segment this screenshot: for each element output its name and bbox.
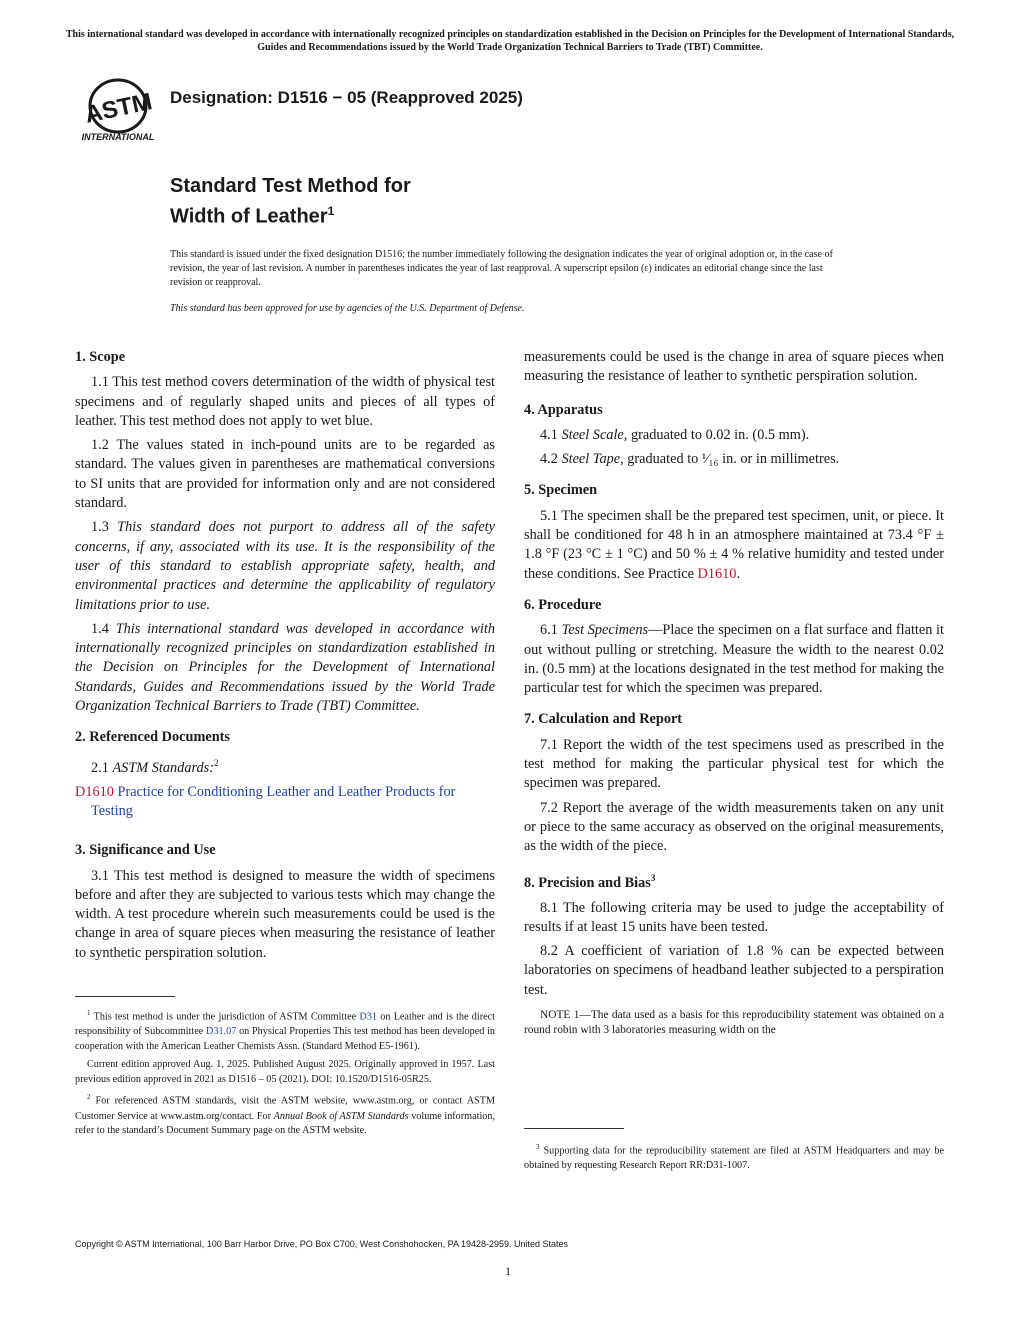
paragraph-3-1-continued: measurements could be used is the change in area of square pieces when measuring the resistance of leather to synthetic perspiration solution.	[524, 349, 944, 385]
paragraph-1-1: 1.1 This test method covers determination of the width of physical test specimens and of regularly shaped units and pieces of all types of leather. This test method does not apply to wet blue.	[75, 374, 495, 429]
footnote-1-edition: Current edition approved Aug. 1, 2025. Published August 2025. Originally approved in 1957. Last previous edition approved in 2021 as D1516 – 05 (2021). DOI: 10.1520/D1516-05R25.	[75, 1058, 495, 1085]
section-heading-specimen: 5. Specimen	[524, 482, 598, 499]
paragraph-6-1: 6.1 Test Specimens—Place the specimen on a flat surface and flatten it out without pulling or stretching. Measure the width to the nearest 0.02 in. (0.5 mm) at the locations designated in the test method for making the particular test for which the specimen was prepared.	[524, 622, 945, 697]
paragraph-1-2: 1.2 The values stated in inch-pound units are to be regarded as standard. The values given in parentheses are mathematical conversions to SI units that are provided for information only and are not considered standard.	[75, 437, 495, 512]
practice-d1610-link[interactable]: D1610	[697, 565, 737, 582]
footnotes-right	[524, 1140, 944, 1177]
left-column	[75, 348, 496, 961]
paragraph-1-3: 1.3 This standard does not purport to address all of the safety concerns, if any, associated with its use. It is the responsibility of the user of this standard to establish appropriate safety, health, and environmental practices and determine the applicability of regulatory limitations prior to use.	[75, 519, 495, 613]
section-heading-calculation: 7. Calculation and Report	[524, 711, 683, 728]
approved-statement: This standard has been approved for use by agencies of the U.S. Department of Defense.	[170, 303, 525, 314]
paragraph-3-1: 3.1 This test method is designed to measure the width of specimens before and after they are subjected to various tests which may change the width. A test procedure wherein such measurements could be used is the change in area of square pieces when measuring the resistance of leather to synthetic perspiration solution.	[75, 867, 495, 961]
copyright: Copyright © ASTM International, 100 Barr Harbor Drive, PO Box C700, West Conshohocken, PA 19428-2959. United States	[75, 1239, 569, 1249]
section-heading-apparatus: 4. Apparatus	[524, 401, 603, 418]
note-1: NOTE 1—The data used as a basis for this reproducibility statement was obtained on a round robin with 3 laboratories measuring width on the	[524, 1009, 944, 1037]
paragraph-7-2: 7.2 Report the average of the width measurements taken on any unit or piece to the same accuracy as observed on the original measurements, as the width of the piece.	[524, 799, 944, 855]
paragraph-7-1: 7.1 Report the width of the test specimens used as prescribed in the test method for making the particular physical test for which the specimen was prepared.	[524, 736, 944, 792]
svg-text:INTERNATIONAL: INTERNATIONAL	[81, 132, 155, 142]
paragraph-4-2: 4.2 Steel Tape, graduated to ¹⁄₁₆ in. or in millimetres.	[540, 451, 840, 468]
footnote-2: $^2$ For referenced ASTM standards, visit the ASTM website, www.astm.org, or contact ASTM Customer Service at www.astm.org/contact. For Annual Book of ASTM Standards volume information, refer to the standard’s Document Summary page on the ASTM website.	[75, 1093, 496, 1137]
footnote-3: $^3$ Supporting data for the reproducibility statement are filed at ASTM Headquarters and may be obtained by requesting Research Report RR:D31-1007.	[524, 1143, 944, 1172]
reference-title-link[interactable]: Practice for Conditioning Leather and Leather Products for Testing	[91, 783, 456, 819]
subcommittee-d31-07-link[interactable]: D31.07	[206, 1026, 237, 1038]
paragraph-5-1: 5.1 The specimen shall be the prepared test specimen, unit, or piece. It shall be conditioned for 48 h in an atmosphere maintained at 73.4 °F ± 1.8 °F (23 °C ± 1 °C) and 50 % ± 4 % relative humidity and tested under these conditions. See Practice D1610.	[524, 507, 944, 582]
paragraph-2-1: 2.1 ASTM Standards:$^2$	[91, 757, 219, 776]
paragraph-4-1: 4.1 Steel Scale, graduated to 0.02 in. (0.5 mm).	[540, 426, 810, 443]
section-heading-referenced: 2. Referenced Documents	[75, 729, 230, 746]
paragraph-1-4: 1.4 This international standard was developed in accordance with internationally recognized principles on standardization established in the Decision on Principles for the Development of International Standards, Guides and Recommendations issued by the World Trade Organization Technical Barriers to Trade (TBT) Committee.	[75, 620, 496, 715]
section-heading-precision: 8. Precision and Bias$^3$	[524, 872, 656, 891]
astm-logo	[72, 76, 164, 142]
section-heading-procedure: 6. Procedure	[524, 596, 602, 613]
intro-block	[170, 248, 850, 316]
issued-statement: This standard is issued under the fixed designation D1516; the number immediately following the designation indicates the year of original adoption or, in the case of revision, the year of last revision. A number in parentheses indicates the year of last reapproval. A superscript epsilon (ε) indicates an editorial change since the last revision or reapproval.	[170, 249, 833, 288]
footnotes-left	[75, 1006, 495, 1142]
paragraph-8-1: 8.1 The following criteria may be used to judge the acceptability of results if at least 15 units have been tested.	[524, 899, 944, 935]
paragraph-8-2: 8.2 A coefficient of variation of 1.8 % can be expected between laboratories on specimens of headband leather subjected to a perspiration test.	[524, 943, 944, 998]
section-heading-scope: 1. Scope	[75, 349, 126, 365]
footnote-1: $^1$ This test method is under the jurisdiction of ASTM Committee D31 on Leather and is the direct responsibility of Subcommittee D31.07 on Physical Properties This test method has been developed in cooperation with the American Leather Chemists Assn. (Standard Method E5-1961).	[75, 1009, 496, 1052]
wto-notice: This international standard was developed in accordance with internationally recognized principles on standardization established in the Decision on Principles for the Development of International Standards, Guides and Recommendations issued by the World Trade Organization Technical Barriers to Trade (TBT) Committee.	[65, 29, 955, 53]
right-column	[524, 348, 944, 1043]
title-line-2: Width of Leather$^1$	[170, 204, 335, 228]
page-number: 1	[505, 1264, 511, 1278]
svg-text:ASTM: ASTM	[82, 88, 155, 129]
designation: Designation: D1516 − 05 (Reapproved 2025)	[170, 88, 523, 107]
footnote-rule-right	[524, 1128, 624, 1129]
title-line-1: Standard Test Method for	[170, 175, 411, 197]
footnote-rule-left	[75, 996, 175, 997]
committee-d31-link[interactable]: D31	[359, 1011, 377, 1023]
page-title	[170, 174, 411, 230]
section-heading-significance: 3. Significance and Use	[75, 842, 216, 859]
astm-logo-icon	[72, 76, 164, 142]
reference-d1610[interactable]	[75, 783, 495, 822]
reference-code-link[interactable]: D1610	[75, 783, 114, 800]
